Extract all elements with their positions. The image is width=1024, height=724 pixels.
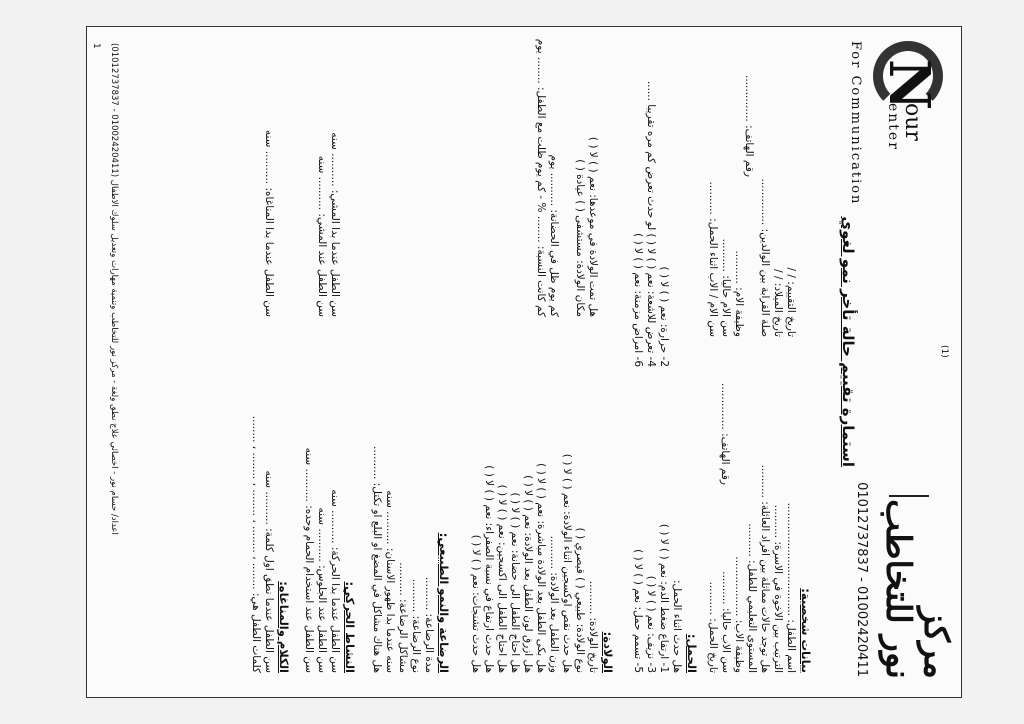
field-walk[interactable]: سن الطفل عند المشي: .......... سنه xyxy=(316,155,328,317)
field-walk-start[interactable]: سن الطفل عندما بدا المشي: .......... سنه xyxy=(329,132,341,317)
section-motor: النشاط الحركي: xyxy=(343,581,357,673)
field-pregnancy-q1[interactable]: 1- ارتفاع ضغط الدم: نعم ( ) لا ( ) xyxy=(658,523,670,673)
field-pregnancy-q4[interactable]: 4- تعرض للاشعة: نعم ( ) لا ( ) لو حدث تعرض كم مره تقريبا ...... xyxy=(645,80,657,367)
field-blue[interactable]: هل ازرق لون الطفل بعد الولادة: نعم ( ) لا ( ) xyxy=(522,475,534,673)
center-logo-arabic xyxy=(879,499,955,679)
nour-center-logo xyxy=(835,41,945,241)
field-teeth[interactable]: سنه عندما بدا ظهور الاسنان: .......... سنه xyxy=(384,490,396,673)
personal-fields xyxy=(706,465,797,673)
logo-tagline: For Communication xyxy=(848,41,863,206)
motor-fields xyxy=(302,448,341,673)
field-kinship[interactable]: صلة القرابة بين الوالدين: .............. xyxy=(759,178,771,337)
field-order[interactable]: الترتيب بين الاخوة في الاسرة: .......... xyxy=(772,504,784,673)
field-motor-sitting[interactable]: سن الطفل عند الجلوس: .......... سنه xyxy=(316,507,328,673)
speech-fields xyxy=(249,416,275,673)
pregnancy-fields-2 xyxy=(631,81,670,367)
logo-enter: enter xyxy=(885,103,901,151)
field-child-name[interactable]: اسم الطفل: .................................. xyxy=(785,502,797,673)
field-education[interactable]: المستوى التعليمي للطفل: .......... xyxy=(746,523,758,673)
field-first-word[interactable]: سن الطفل عندما نطق اول كلمة: .......... سنه xyxy=(263,470,275,673)
field-bilirubin[interactable]: كم كانت النسبة: ........ % - كم يوم ظلت مع الطفل: ........ يوم xyxy=(535,38,547,317)
phone-father[interactable]: رقم الهاتف: .............. xyxy=(719,383,731,485)
phone-mother[interactable]: رقم الهاتف: .............. xyxy=(743,75,755,177)
pregnancy-fields xyxy=(631,524,683,673)
field-birth-type[interactable]: نوع الولادة: طبيعي ( ) قيصري ( ) xyxy=(574,527,586,673)
field-mother-age[interactable]: سن الام حاليا: .......... xyxy=(720,238,732,337)
field-motor-head[interactable]: سن الطفل عندما بدا الحركة: .......... سنه xyxy=(329,489,341,673)
feeding-fields xyxy=(370,446,435,673)
field-feeding-duration[interactable]: مدة الرضاعة: .......... xyxy=(423,576,435,673)
logo-divider xyxy=(889,495,929,497)
section-birth: الولادة: xyxy=(601,631,615,673)
section-pregnancy: الحمل: xyxy=(685,633,699,673)
birth-fields-2 xyxy=(534,39,599,317)
form-title: استمارة تقييم حالة تأخر نمو لغوي xyxy=(839,216,857,467)
header-phones: 01012737837 - 01002420411 xyxy=(854,482,869,677)
footer-text: (01012737837 - 01002420411) اعداد/ حسام نور - اخصائي علاج نطق ولغة - مركز نور للتخاطب وتنمية مهارات وتعديل سلوك الاطفال xyxy=(109,43,119,535)
logo-n: N xyxy=(876,59,942,111)
field-pregnancy-during: هل حدث اثناء الحمل: xyxy=(671,580,683,673)
field-pregnancy-q6[interactable]: 6- امراض مزمنة: نعم ( ) لا ( ) xyxy=(632,233,644,367)
field-motor-crawl[interactable]: سن الطفل عند استخدام الحمام وحده: .......... سنه xyxy=(303,447,315,673)
field-birth-place[interactable]: مكان الولادة: مستشفى ( ) عيادة ( ) xyxy=(574,159,586,317)
section-speech: الكلام والمناغاه: xyxy=(277,581,291,673)
field-birth-date-2[interactable]: تاريخ الولادة: .......... xyxy=(587,580,599,673)
field-birth-lack[interactable]: هل حدث نقص اوكسجين اثناء الولادة: نعم ( ) لا ( ) xyxy=(561,453,573,673)
field-weight[interactable]: وزن الطفل بعد الولادة: .......... xyxy=(548,535,560,673)
footer-page: 1 xyxy=(91,43,101,49)
field-mother-job[interactable]: وظيفة الام: .......... xyxy=(733,250,745,337)
field-convulsion[interactable]: هل حدث تشنجات: نعم ( ) لا ( ) xyxy=(470,534,482,673)
field-words[interactable]: كلمات الطفل هي: ........ ، ........ ، ........ ، ........ ، ........ xyxy=(250,415,262,673)
field-father-age[interactable]: سن الاب حاليا: .......... xyxy=(720,571,732,673)
assessment-fields xyxy=(706,179,797,338)
field-birth-date[interactable]: تاريخ الميلاد: / / xyxy=(772,269,784,337)
birth-fields xyxy=(469,454,599,673)
field-father-job[interactable]: وظيفة الاب: .................. xyxy=(733,556,745,673)
field-jaundice[interactable]: هل حدث ارتفاع في نسبة الصفراء: نعم ( ) لا ( ) xyxy=(483,465,495,673)
logo-line-1: مركز xyxy=(916,607,956,679)
rotated-form xyxy=(87,27,961,697)
field-mother-age-pregnancy[interactable]: سن الام / الاب اثناء الحمل: .......... xyxy=(707,181,719,337)
logo-our: our xyxy=(900,103,925,141)
field-eval-date[interactable]: تاريخ التقييم: / / xyxy=(785,267,797,337)
form-sheet xyxy=(86,26,962,698)
field-babble[interactable]: سن الطفل عندما بدا المناغاه: .......... سنه xyxy=(263,129,275,317)
field-feeding-problems[interactable]: مشاكل الرضاعة: .......... xyxy=(397,562,409,673)
field-similar-cases[interactable]: هل توجد حالات مماثلة بين افراد العائلة: .......... xyxy=(759,464,771,673)
field-stay-incubator[interactable]: كم يوم ظل في الحضانة: .......... يوم xyxy=(548,154,560,317)
field-pregnancy-q2[interactable]: 2- حرارة: نعم ( ) لا ( ) xyxy=(658,266,670,367)
field-pregnancy-date[interactable]: تاريخ الحمل: .......... xyxy=(707,581,719,673)
field-oxygen[interactable]: هل احتاج الطفل الى اكسجين: نعم ( ) لا ( ) xyxy=(496,484,508,673)
logo-line-2: نور للتخاطب xyxy=(878,499,918,679)
speech-fields-2 xyxy=(262,130,275,317)
section-feeding: الرضاعة والنمو الطبيعي: xyxy=(437,532,451,673)
field-pregnancy-q3[interactable]: 3- نزيف: نعم ( ) لا ( ) xyxy=(645,575,657,673)
field-feeding-type[interactable]: نوع الرضاعة: .......... xyxy=(410,578,422,673)
field-pregnancy-q5[interactable]: 5- تسمم حمل: نعم ( ) لا ( ) xyxy=(632,549,644,673)
motor-fields-2 xyxy=(315,132,341,317)
field-incubator[interactable]: هل احتاج الطفل الى حضانة: نعم ( ) لا ( ) xyxy=(509,492,521,673)
field-cry[interactable]: هل بكى الطفل بعد الولادة مباشرة: نعم ( ) لا ( ) xyxy=(535,463,547,673)
section-personal: بيانات شخصية: xyxy=(799,588,813,673)
field-on-time[interactable]: هل تمت الولادة في موعدها: نعم ( ) لا ( ) xyxy=(587,136,599,317)
field-chewing[interactable]: هل هناك مشاكل في المضغ او البلع او تكتل: .......... xyxy=(371,446,383,673)
page-number: (1) xyxy=(939,345,949,358)
